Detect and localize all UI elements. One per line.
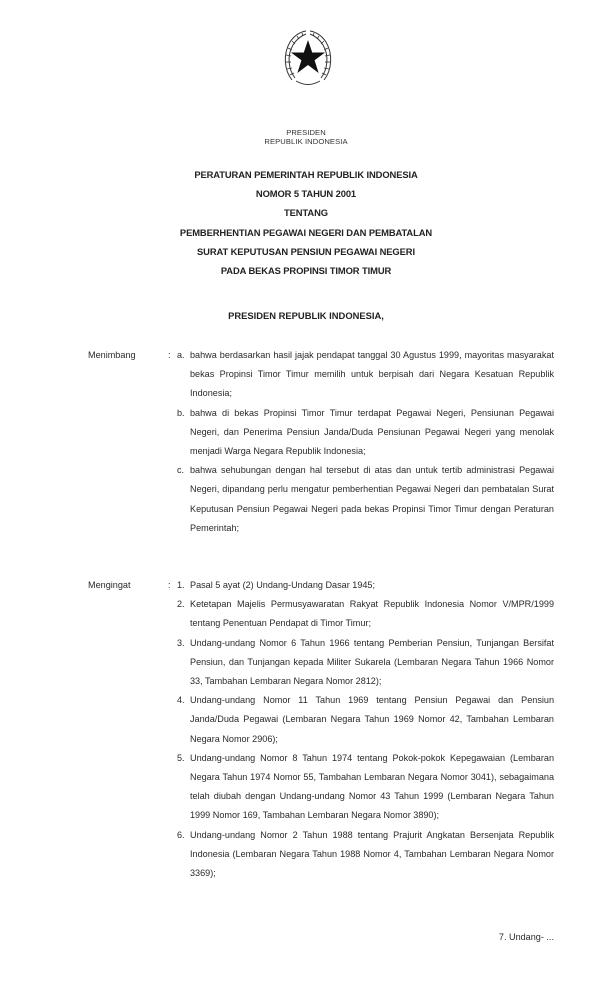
item-text: Undang-undang Nomor 11 Tahun 1969 tentang Pensiun Pegawai dan Pensiun Janda/Duda Pegawai (Lembaran Negara Tahun 1969 Nomor 42, Tambahan Lembaran Negara Nomor 2906); xyxy=(190,695,554,744)
menimbang-list xyxy=(177,346,554,538)
title-line: SURAT KEPUTUSAN PENSIUN PEGAWAI NEGERI xyxy=(197,245,415,257)
list-item xyxy=(177,346,554,404)
item-marker: 6. xyxy=(177,829,185,840)
item-text: Undang-undang Nomor 8 Tahun 1974 tentang Pokok-pokok Kepegawaian (Lembaran Negara Tahun 1974 Nomor 55, Tambahan Lembaran Negara Nomor 3041), sebagaimana telah diubah dengan Undang-undang Nomor 43 Tahun 1999 (Lembaran Negara Tahun 1999 Nomor 169, Tambahan Lembaran Negara Nomor 3890); xyxy=(190,752,554,821)
list-item xyxy=(177,404,554,462)
emblem-caption-president: PRESIDEN xyxy=(286,128,326,137)
emblem-caption-republic: REPUBLIK INDONESIA xyxy=(264,137,348,146)
document-title xyxy=(0,165,612,280)
list-item xyxy=(177,826,554,884)
list-item xyxy=(177,634,554,692)
item-marker: c. xyxy=(177,465,185,476)
item-text: Ketetapan Majelis Permusyawaratan Rakyat Republik Indonesia Nomor V/MPR/1999 tentang Penentuan Pendapat di Timor Timur; xyxy=(190,599,554,629)
president-line: PRESIDEN REPUBLIK INDONESIA, xyxy=(228,310,384,321)
section-colon: : xyxy=(168,580,171,590)
title-line: PEMBERHENTIAN PEGAWAI NEGERI DAN PEMBATALAN xyxy=(179,226,433,238)
item-text: bahwa sehubungan dengan hal tersebut di atas dan untuk tertib administrasi Pegawai Negeri, dipandang perlu mengatur pemberhentian Pegawai Negeri dan pembatalan Surat Keputusan Pensiun Pegawai Negeri pada bekas Propinsi Timor Timur dengan Peraturan Pemerintah; xyxy=(190,465,554,533)
mengingat-list xyxy=(177,576,554,883)
item-marker: 4. xyxy=(177,695,185,706)
item-marker: 5. xyxy=(177,752,185,763)
title-line: TENTANG xyxy=(284,207,328,219)
title-line: PADA BEKAS PROPINSI TIMOR TIMUR xyxy=(220,265,392,277)
item-text: Pasal 5 ayat (2) Undang-Undang Dasar 1945; xyxy=(190,580,376,590)
item-text: Undang-undang Nomor 6 Tahun 1966 tentang Pemberian Pensiun, Tunjangan Bersifat Pensiun, dan Tunjangan kepada Militer Sukarela (Lembaran Negara Tahun 1966 Nomor 33, Tambahan Lembaran Negara Nomor 2812); xyxy=(190,637,554,687)
list-item xyxy=(177,461,554,538)
item-marker: 3. xyxy=(177,637,185,648)
section-colon: : xyxy=(168,350,171,360)
section-label: Mengingat xyxy=(88,580,131,590)
item-marker: 2. xyxy=(177,599,185,610)
section-label: Menimbang xyxy=(88,350,136,360)
item-marker: b. xyxy=(177,407,185,418)
list-item xyxy=(177,595,554,633)
title-line: PERATURAN PEMERINTAH REPUBLIK INDONESIA xyxy=(194,169,418,180)
list-item xyxy=(177,576,554,595)
item-text: bahwa berdasarkan hasil jajak pendapat tanggal 30 Agustus 1999, mayoritas masyarakat bekas Propinsi Timor Timur memilih untuk berpisah dari Negara Kesatuan Republik Indonesia; xyxy=(190,350,554,399)
list-item xyxy=(177,749,554,826)
page-continuation: 7. Undang- ... xyxy=(498,932,554,942)
item-text: Undang-undang Nomor 2 Tahun 1988 tentang Prajurit Angkatan Bersenjata Republik Indonesia (Lembaran Negara Tahun 1988 Nomor 4, Tambahan Lembaran Negara Nomor 3369); xyxy=(190,829,554,879)
item-marker: a. xyxy=(177,350,185,360)
title-line: NOMOR 5 TAHUN 2001 xyxy=(255,188,357,200)
garuda-wreath-star-emblem-icon xyxy=(282,28,334,94)
item-text: bahwa di bekas Propinsi Timor Timur terdapat Pegawai Negeri, Pensiunan Pegawai Negeri, dan Penerima Pensiun Janda/Duda Pensiunan Pegawai Negeri yang menolak menjadi Warga Negara Republik Indonesia; xyxy=(190,407,554,457)
item-marker: 1. xyxy=(177,580,185,590)
list-item xyxy=(177,691,554,749)
